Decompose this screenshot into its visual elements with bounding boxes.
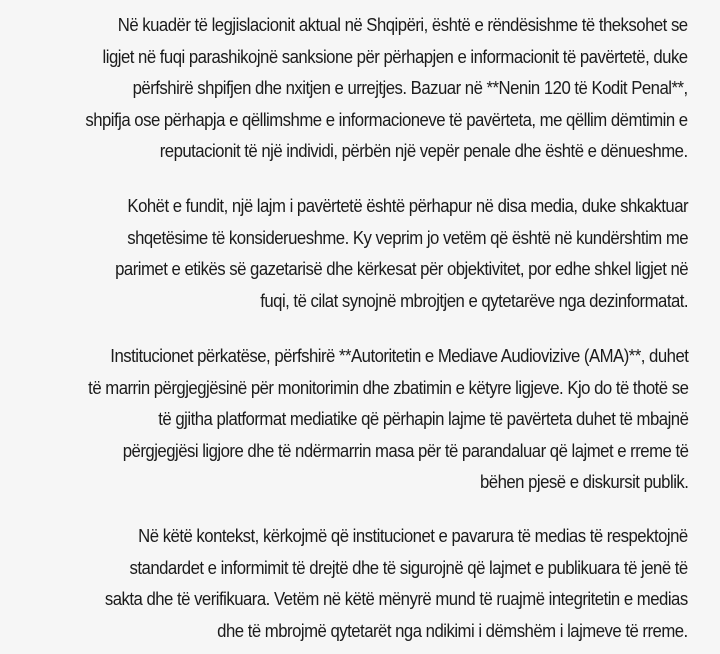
text-line: ligjet në fuqi parashikojnë sanksione për përhapjen e informacionit të pavërtetë, duke bbox=[102, 46, 688, 67]
text-line: parimet e etikës së gazetarisë dhe kërkesat për objektivitet, por edhe shkel ligjet në bbox=[115, 259, 688, 280]
text-line: dhe të mbrojmë qytetarët nga ndikimi i dëmshëm i lajmeve të rreme. bbox=[217, 620, 688, 641]
text-line: bëhen pjesë e diskursit publik. bbox=[479, 472, 688, 493]
text-line: përgjegjësi ligjore dhe të ndërmarrin masa për të parandaluar që lajmet e rreme të bbox=[122, 440, 689, 461]
paragraph-legislation bbox=[40, 10, 688, 168]
text-line: përfshirë shpifjen dhe nxitjen e urrejtjes. Bazuar në **Nenin 120 të Kodit Penal**, bbox=[133, 78, 689, 99]
text-line: të gjitha platformat mediatike që përhapin lajme të pavërteta duhet të mbajnë bbox=[157, 409, 688, 430]
text-line: standardet e informimit të drejtë dhe të sigurojnë që lajmet e publikuara të jenë të bbox=[129, 557, 688, 578]
text-line: të marrin përgjegjësinë për monitorimin dhe zbatimin e këtyre ligjeve. Kjo do të thotë se bbox=[87, 377, 688, 398]
text-line: Kohët e fundit, një lajm i pavërtetë është përhapur në disa media, duke shkaktuar bbox=[127, 196, 688, 216]
paragraph-institutions bbox=[43, 341, 688, 499]
paragraph-false-news bbox=[72, 191, 688, 317]
text-line: Në kuadër të legjislacionit aktual në Shqipëri, është e rëndësishme të theksohet se bbox=[118, 15, 689, 35]
text-line: Në këtë kontekst, kërkojmë që institucionet e pavarura të medias të respektojnë bbox=[138, 526, 689, 546]
text-line: shpifja ose përhapja e qëllimshme e informacioneve të pavërteta, me qëllim dëmtimin e bbox=[85, 109, 688, 130]
text-line: sakta dhe të verifikuara. Vetëm në këtë mënyrë mund të ruajmë integritetin e medias bbox=[105, 589, 688, 610]
text-line: reputacionit të një individi, përbën një vepër penale dhe është e dënueshme. bbox=[160, 141, 688, 162]
text-line: Institucionet përkatëse, përfshirë **Autoritetin e Mediave Audiovizive (AMA)**, duhet bbox=[109, 346, 688, 366]
text-line: shqetësime të konsiderueshme. Ky veprim jo vetëm që është në kundërshtim me bbox=[127, 227, 688, 248]
text-line: fuqi, të cilat synojnë mbrojtjen e qytetarëve nga dezinformatat. bbox=[260, 290, 688, 311]
paragraph-conclusion bbox=[61, 521, 688, 647]
